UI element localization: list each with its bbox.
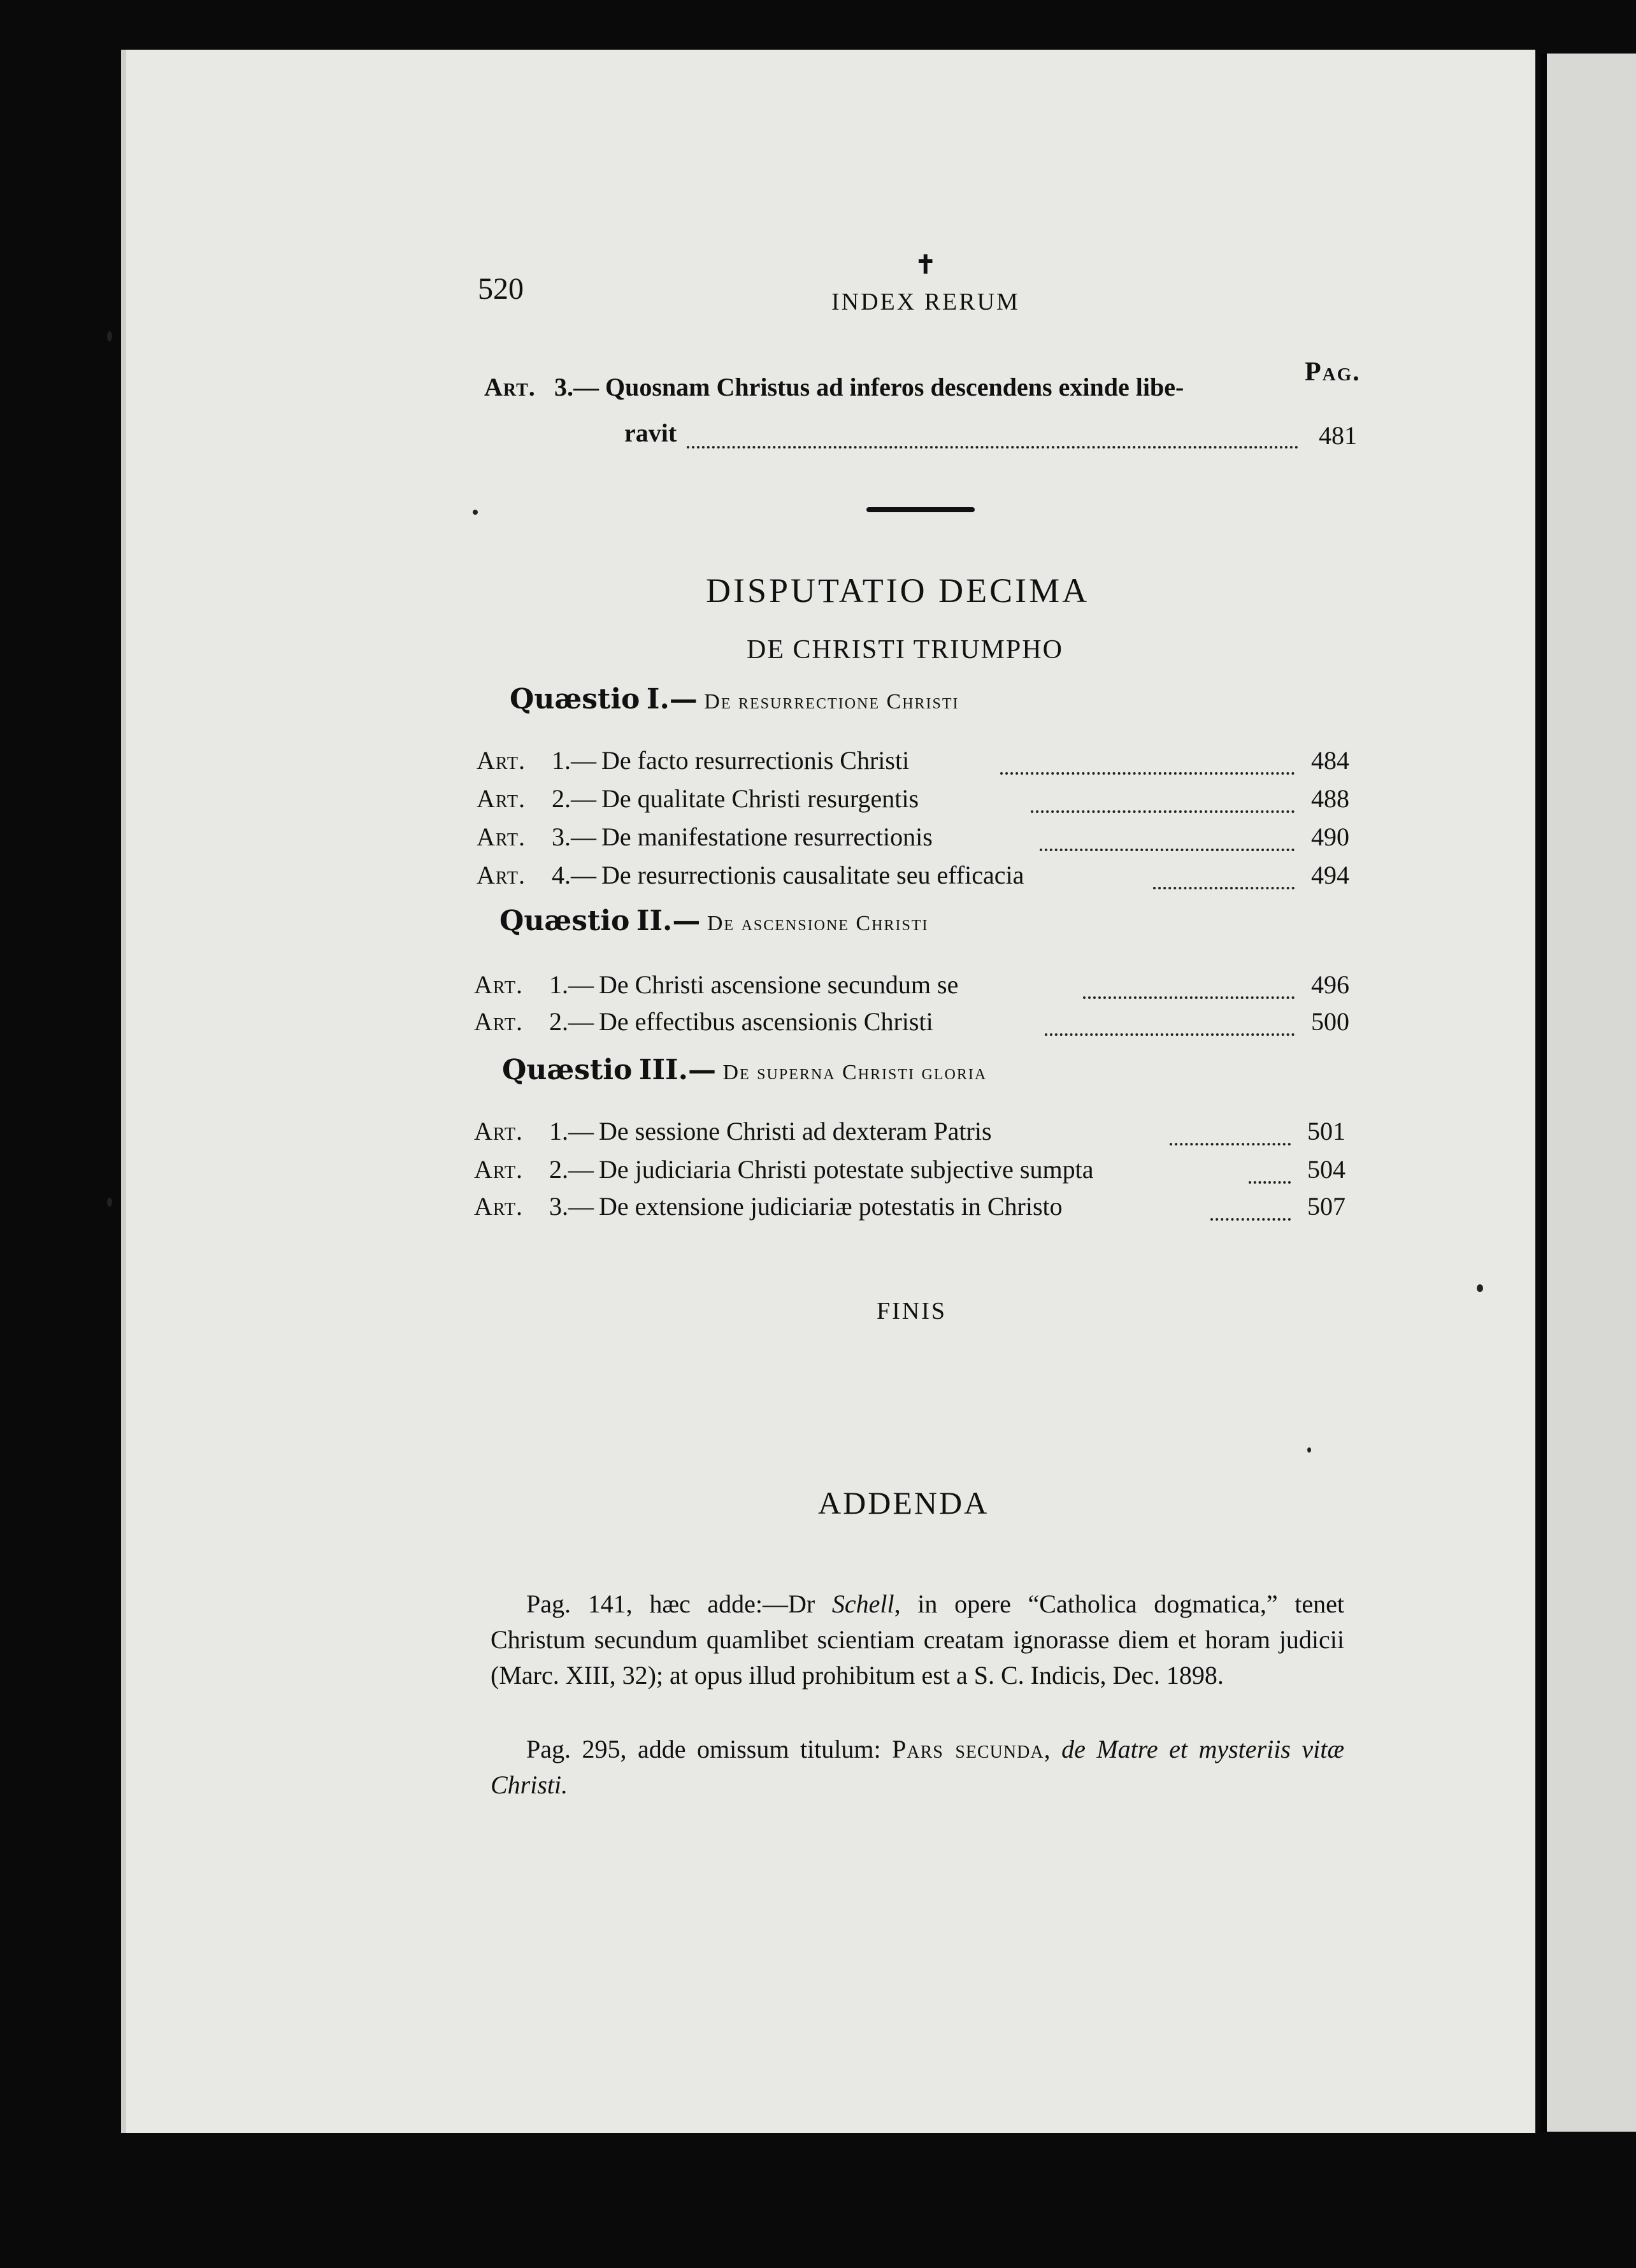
- art-number: 1.—: [552, 746, 596, 775]
- dot-leader: [1153, 887, 1295, 889]
- entry-text: De manifestatione resurrectionis: [601, 822, 933, 851]
- dot-leader: [1000, 772, 1295, 775]
- page-ref: 490: [1311, 822, 1349, 851]
- entry-text: De resurrectionis causalitate seu efficacia: [601, 861, 1024, 889]
- art-label: Art.: [474, 1007, 523, 1036]
- scan-speck: [473, 510, 478, 515]
- scan-speck: [107, 331, 112, 341]
- dot-leader: [1045, 1033, 1295, 1036]
- question-heading: [510, 683, 959, 715]
- disputatio-subtitle: DE CHRISTI TRIUMPHO: [747, 635, 1063, 664]
- entry-text: ravit: [624, 419, 677, 447]
- entry-text: De effectibus ascensionis Christi: [599, 1007, 933, 1036]
- page-ref: 501: [1307, 1117, 1345, 1145]
- entry-text: Quosnam Christus ad inferos descendens exinde libe-: [605, 373, 1184, 401]
- question-word: Quæstio: [499, 905, 630, 937]
- ornament-rule: [866, 507, 975, 512]
- page-ref: 494: [1311, 861, 1349, 889]
- art-label: Art.: [474, 1117, 523, 1145]
- scan-speck: [1477, 1284, 1483, 1292]
- page-ref: 484: [1311, 746, 1349, 775]
- entry-text: De sessione Christi ad dexteram Patris: [599, 1117, 992, 1145]
- art-number: 2.—: [552, 784, 596, 813]
- art-number: 1.—: [549, 1117, 594, 1145]
- dot-leader: [1040, 849, 1295, 851]
- part-subtitle: de Matre et mysteriis vitæ Christi.: [491, 1735, 1345, 1799]
- art-label: Art.: [484, 373, 536, 401]
- art-number: 4.—: [552, 861, 596, 889]
- page-ref: 496: [1311, 970, 1349, 999]
- addenda-title: ADDENDA: [818, 1485, 989, 1521]
- toc-entry: [474, 1116, 1636, 1154]
- art-label: Art.: [477, 861, 526, 889]
- toc-entry: [474, 1154, 1636, 1193]
- toc-entry-continuation: [624, 418, 1636, 456]
- art-label: Art.: [477, 746, 526, 775]
- disputatio-title: DISPUTATIO DECIMA: [706, 571, 1090, 610]
- scan-speck: [107, 1198, 112, 1207]
- addenda-paragraph: [491, 1732, 1344, 1803]
- addenda-text: Pag. 141, hæc adde:—Dr: [526, 1590, 832, 1618]
- running-title: INDEX RERUM: [831, 289, 1020, 315]
- question-heading: [502, 1054, 987, 1086]
- addenda-text: , in opere “Catholica dogmatica,” tenet Christum secundum quamlibet scientiam creatam ignorasse diem et horam judicii (Marc. XIII, 32); at opus illud prohibitum est a S. C. Indicis, Dec. 1898.: [491, 1590, 1344, 1690]
- dot-leader: [1170, 1143, 1291, 1145]
- toc-entry: [474, 1007, 1636, 1045]
- art-number: 3.—: [549, 1192, 594, 1221]
- addenda-text: Pag. 295, adde omissum titulum:: [526, 1735, 893, 1763]
- question-number: II.—: [636, 905, 701, 937]
- entry-text: De extensione judiciariæ potestatis in Christo: [599, 1192, 1063, 1221]
- page-ref: 481: [1319, 421, 1357, 450]
- question-title: De superna Christi gloria: [722, 1061, 987, 1084]
- question-word: Quæstio: [502, 1054, 633, 1086]
- art-number: 1.—: [549, 970, 594, 999]
- art-number: 3.—: [554, 373, 599, 401]
- cross-icon: ✝: [915, 250, 936, 279]
- dot-leader: [1210, 1218, 1291, 1221]
- question-title: De ascensione Christi: [707, 912, 929, 935]
- dot-leader: [687, 446, 1298, 449]
- entry-text: De facto resurrectionis Christi: [601, 746, 910, 775]
- toc-entry: [474, 1191, 1636, 1230]
- toc-entry: [477, 784, 1636, 822]
- art-number: 3.—: [552, 822, 596, 851]
- entry-text: De judiciaria Christi potestate subjective sumpta: [599, 1155, 1094, 1184]
- question-word: Quæstio: [510, 683, 640, 715]
- page-ref: 504: [1307, 1155, 1345, 1184]
- facing-page-edge: [1540, 54, 1636, 2132]
- art-label: Art.: [477, 822, 526, 851]
- page-number: 520: [478, 272, 524, 306]
- toc-entry: [477, 745, 1636, 784]
- toc-entry: [484, 372, 1636, 410]
- dot-leader: [1031, 810, 1295, 813]
- question-heading: [499, 905, 928, 937]
- addenda-text: ,: [1044, 1735, 1062, 1763]
- finis: FINIS: [877, 1298, 947, 1324]
- part-title: Pars secunda: [892, 1735, 1044, 1763]
- art-label: Art.: [474, 1192, 523, 1221]
- art-number: 2.—: [549, 1155, 594, 1184]
- author-name: Schell: [831, 1590, 894, 1618]
- page-ref: 507: [1307, 1192, 1345, 1221]
- question-number: III.—: [638, 1054, 716, 1086]
- dot-leader: [1249, 1181, 1291, 1184]
- question-number: I.—: [646, 683, 698, 715]
- art-number: 2.—: [549, 1007, 594, 1036]
- scan-speck: [1307, 1447, 1311, 1453]
- page-ref: 488: [1311, 784, 1349, 813]
- toc-entry: [477, 860, 1636, 898]
- art-label: Art.: [474, 970, 523, 999]
- art-label: Art.: [474, 1155, 523, 1184]
- toc-entry: [474, 970, 1636, 1008]
- page-ref: 500: [1311, 1007, 1349, 1036]
- page-column-label: Pag.: [1305, 357, 1361, 387]
- entry-text: De Christi ascensione secundum se: [599, 970, 959, 999]
- entry-text: De qualitate Christi resurgentis: [601, 784, 919, 813]
- dot-leader: [1083, 996, 1295, 999]
- addenda-paragraph: [491, 1586, 1344, 1693]
- question-title: De resurrectione Christi: [704, 690, 959, 714]
- toc-entry: [477, 822, 1636, 860]
- art-label: Art.: [477, 784, 526, 813]
